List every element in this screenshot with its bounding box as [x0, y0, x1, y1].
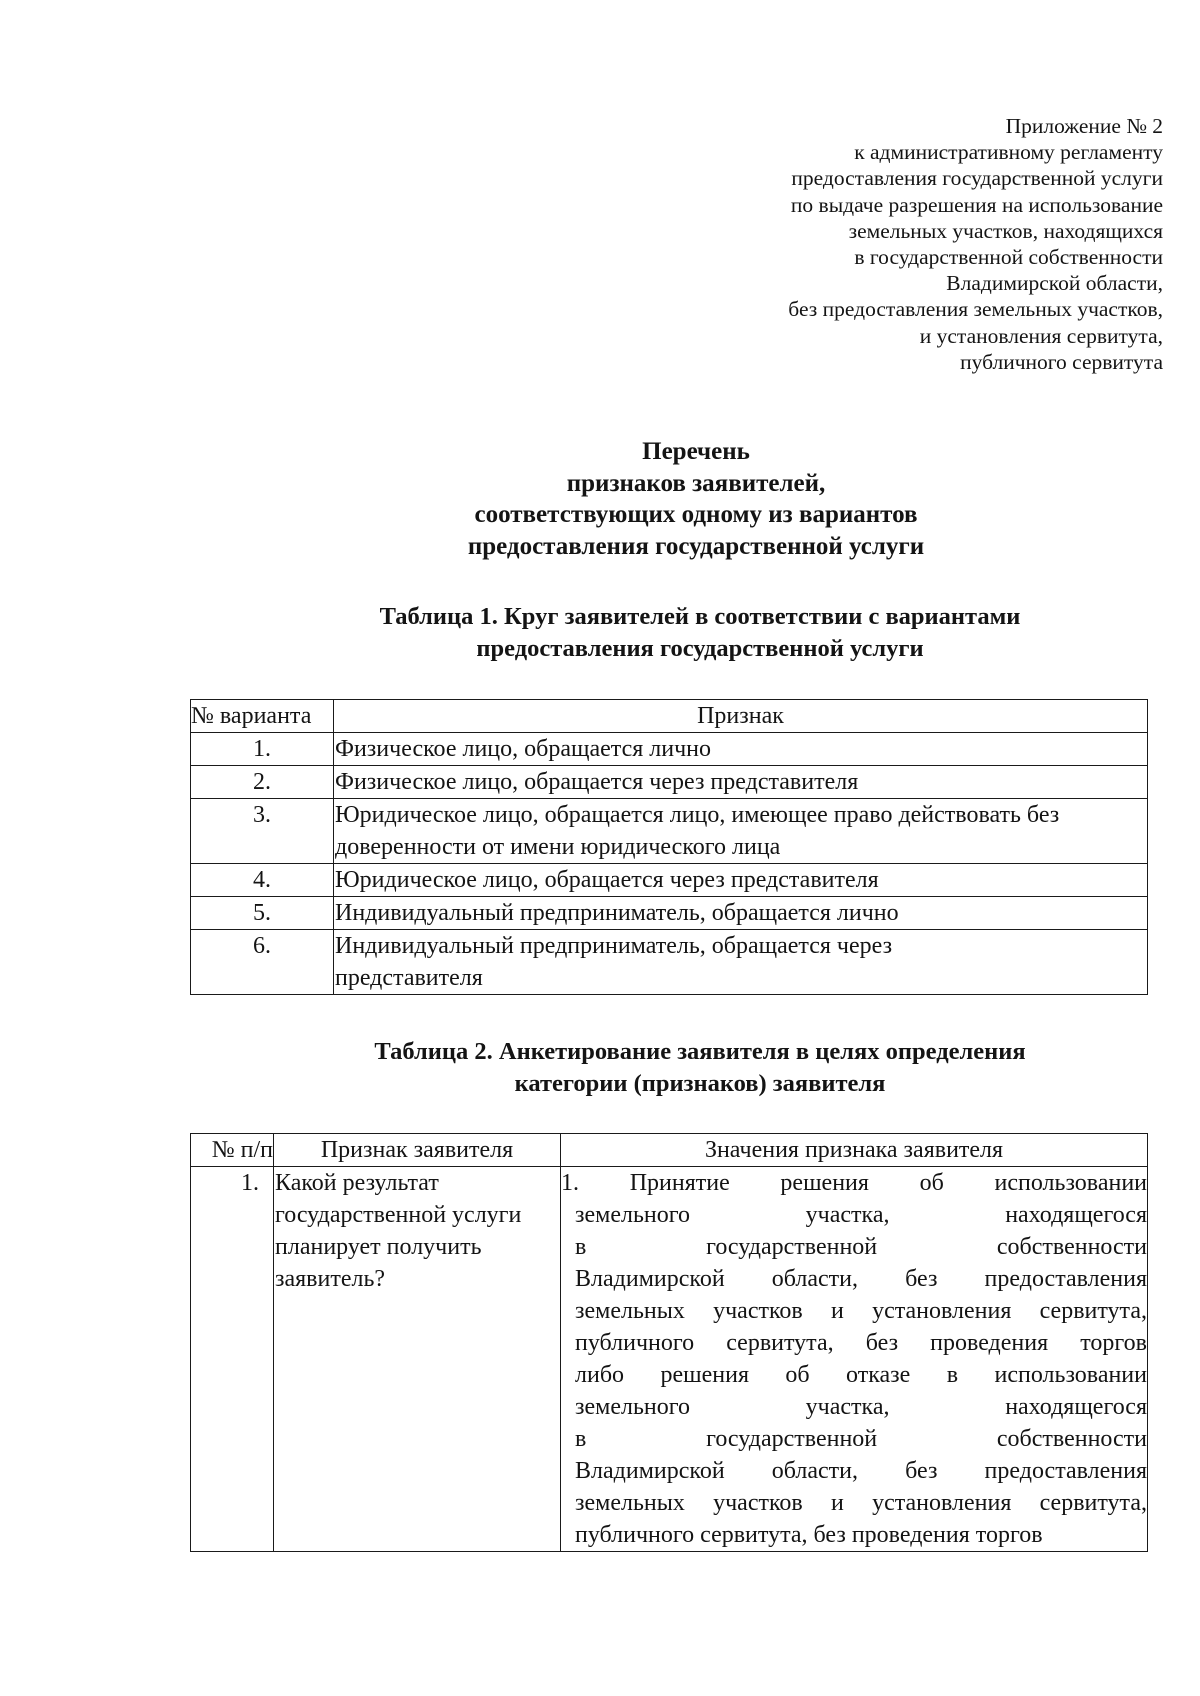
- table-header-row: [191, 700, 1148, 733]
- table-row: [191, 930, 1148, 995]
- title-line: соответствующих одному из вариантов: [474, 501, 918, 528]
- header-row-number: № п/п: [191, 1134, 274, 1167]
- value-line: публичного сервитута, без проведения торгов: [575, 1330, 1147, 1356]
- table-row: [191, 733, 1148, 766]
- applicant-question: Какой результат государственной услуги планирует получить заявитель?: [274, 1167, 561, 1552]
- applicant-survey-table: [190, 1133, 1148, 1552]
- header-applicant-sign: Признак заявителя: [274, 1134, 561, 1167]
- appendix-line: без предоставления земельных участков,: [788, 297, 1163, 322]
- variant-number: 2.: [191, 766, 334, 799]
- variant-number: 5.: [191, 897, 334, 930]
- appendix-line: Владимирской области,: [946, 271, 1163, 296]
- variant-sign: Индивидуальный предприниматель, обращается через представителя: [334, 930, 1148, 995]
- table-row: [191, 897, 1148, 930]
- table-row: [191, 864, 1148, 897]
- variant-number: 3.: [191, 799, 334, 864]
- table1-caption: [300, 601, 1100, 665]
- value-line: земельного участка, находящегося: [575, 1394, 1147, 1420]
- variant-number: 1.: [191, 733, 334, 766]
- value-line: 1. Принятие решения об использовании: [561, 1170, 1147, 1196]
- table-row: [191, 1167, 1148, 1552]
- header-variant-number: № варианта: [191, 700, 334, 733]
- variant-sign: Юридическое лицо, обращается лицо, имеющее право действовать без доверенности от имени юридического лица: [334, 799, 1148, 864]
- value-line: земельного участка, находящегося: [575, 1202, 1147, 1228]
- value-line: либо решения об отказе в использовании: [575, 1362, 1147, 1388]
- appendix-line: Приложение № 2: [1005, 114, 1163, 138]
- table-row: [191, 766, 1148, 799]
- caption-line: Таблица 1. Круг заявителей в соответствии с вариантами: [379, 603, 1021, 630]
- variant-number: 4.: [191, 864, 334, 897]
- caption-line: предоставления государственной услуги: [476, 635, 924, 662]
- appendix-line: к административному регламенту: [854, 140, 1163, 165]
- appendix-line: земельных участков, находящихся: [848, 218, 1163, 243]
- appendix-header: [788, 113, 1163, 375]
- title-line: предоставления государственной услуги: [467, 532, 925, 560]
- header-sign: Признак: [334, 700, 1148, 733]
- appendix-line: публичного сервитута: [960, 349, 1163, 374]
- header-sign-values: Значения признака заявителя: [561, 1134, 1148, 1167]
- value-line: в государственной собственности: [575, 1426, 1147, 1452]
- caption-line: категории (признаков) заявителя: [514, 1070, 886, 1097]
- variant-sign: Физическое лицо, обращается лично: [334, 733, 1148, 766]
- variant-sign: Юридическое лицо, обращается через представителя: [334, 864, 1148, 897]
- value-line: Владимирской области, без предоставления: [575, 1458, 1147, 1484]
- applicant-variants-table: [190, 699, 1148, 995]
- value-line: публичного сервитута, без проведения торгов: [575, 1522, 1043, 1548]
- value-line: Владимирской области, без предоставления: [575, 1266, 1147, 1292]
- appendix-line: по выдаче разрешения на использование: [790, 192, 1163, 217]
- appendix-line: и установления сервитута,: [919, 323, 1163, 348]
- table-row: [191, 799, 1148, 864]
- appendix-line: предоставления государственной услуги: [791, 166, 1163, 191]
- row-number: 1.: [191, 1167, 274, 1552]
- value-line: земельных участков и установления сервитута,: [575, 1490, 1147, 1516]
- title-line: признаков заявителей,: [566, 469, 826, 497]
- value-line: в государственной собственности: [575, 1234, 1147, 1260]
- sign-value: [561, 1167, 1148, 1552]
- table-header-row: [191, 1134, 1148, 1167]
- variant-sign: Индивидуальный предприниматель, обращается лично: [334, 897, 1148, 930]
- variant-number: 6.: [191, 930, 334, 995]
- title-line: Перечень: [642, 438, 750, 465]
- table2-caption: [300, 1036, 1100, 1100]
- appendix-line: в государственной собственности: [854, 245, 1163, 270]
- variant-sign: Физическое лицо, обращается через представителя: [334, 766, 1148, 799]
- caption-line: Таблица 2. Анкетирование заявителя в целях определения: [374, 1038, 1026, 1065]
- document-title: [0, 436, 1200, 562]
- value-line: земельных участков и установления сервитута,: [575, 1298, 1147, 1324]
